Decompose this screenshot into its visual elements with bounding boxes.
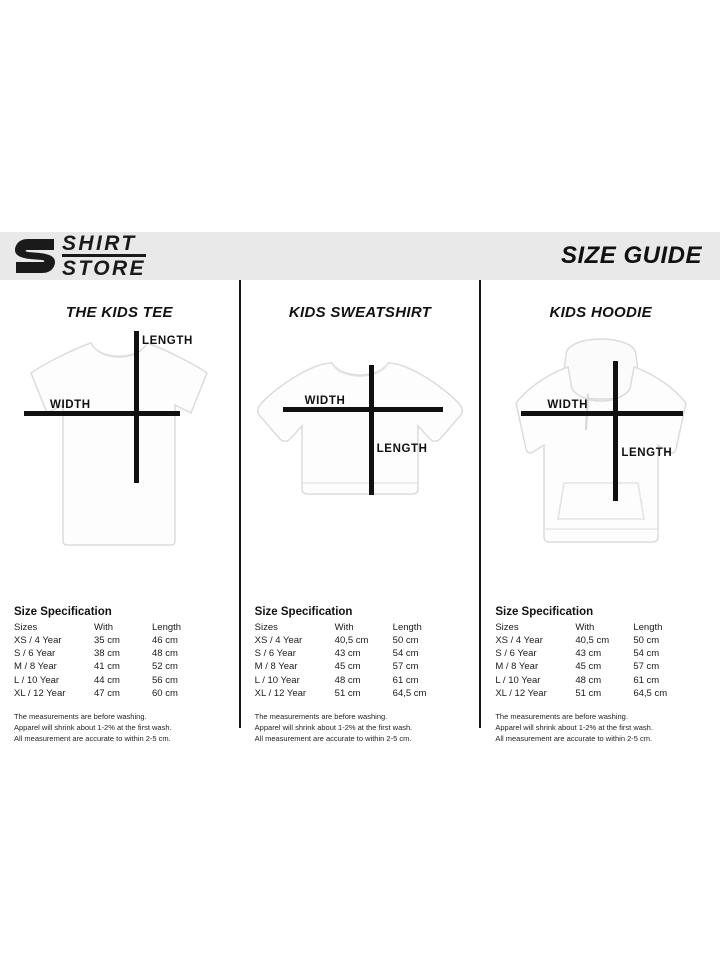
cell-width: 40,5 cm [575,635,610,647]
cell-width: 51 cm [575,687,602,699]
cell-length: 54 cm [392,648,419,660]
length-line-tee [134,331,139,483]
table-row [255,688,453,701]
table-row [495,648,693,661]
size-table-hoodie [495,622,693,701]
cell-size: XS / 4 Year [14,635,62,647]
note-line: Apparel will shrink about 1-2% at the first wash. [254,723,413,733]
note-line: Apparel will shrink about 1-2% at the first wash. [495,723,653,733]
cell-width: 45 cm [334,661,361,673]
column-kids-tee [0,280,239,744]
sweatshirt-icon [254,353,466,513]
width-line-sweatshirt [283,407,443,412]
size-table-tee [14,622,212,701]
cell-length: 56 cm [152,674,178,686]
cell-width: 45 cm [575,661,602,673]
table-header-row [255,622,453,635]
garment-illustration-sweatshirt [251,325,470,575]
length-label-sweatshirt: LENGTH [376,443,428,455]
note-line: All measurement are accurate to within 2-5 cm. [495,734,653,744]
cell-length: 48 cm [152,648,178,660]
cell-size: S / 6 Year [254,648,296,660]
table-row [255,675,453,688]
cell-length: 46 cm [152,635,178,647]
cell-size: L / 10 Year [254,674,300,686]
t-shirt-icon [19,329,219,559]
header-length: Length [392,622,422,633]
s-swoosh-logo-icon [14,237,56,275]
table-row [14,675,212,688]
cell-size: L / 10 Year [14,674,60,686]
page-title: SIZE GUIDE [560,242,702,269]
cell-width: 48 cm [334,674,361,686]
header-width: With [575,622,595,633]
column-title: KIDS HOODIE [549,304,652,321]
brand-logo [0,231,146,280]
cell-width: 47 cm [94,687,120,699]
length-line-hoodie [613,361,618,501]
table-row [255,648,453,661]
column-kids-sweatshirt [239,280,480,744]
column-title: KIDS SWEATSHIRT [288,304,432,321]
cell-size: XL / 12 Year [495,687,547,699]
note-line: The measurements are before washing. [254,711,388,721]
spec-block-sweatshirt [255,606,470,745]
garment-illustration-hoodie [491,325,710,575]
length-line-sweatshirt [369,365,374,495]
note-line: All measurement are accurate to within 2-5 cm. [14,734,171,744]
header-sizes: Sizes [495,622,519,633]
cell-length: 50 cm [392,635,419,647]
cell-width: 43 cm [575,648,602,660]
cell-length: 64,5 cm [392,687,427,699]
cell-length: 52 cm [152,661,178,673]
header-sizes: Sizes [14,622,38,633]
header-bar [0,232,720,280]
cell-width: 44 cm [94,674,120,686]
table-row [495,661,693,674]
spec-block-tee [14,606,229,745]
table-row [14,648,212,661]
garment-columns [0,280,720,744]
table-row [14,688,212,701]
length-label-hoodie: LENGTH [621,447,673,459]
width-line-tee [24,411,180,416]
column-title: THE KIDS TEE [65,304,173,321]
table-row [14,661,212,674]
cell-length: 61 cm [392,674,419,686]
table-row [14,635,212,648]
notes-block [255,711,470,745]
cell-size: M / 8 Year [495,661,539,673]
cell-size: XL / 12 Year [14,687,66,699]
cell-length: 64,5 cm [633,687,668,699]
notes-block [14,711,229,745]
width-label-hoodie: WIDTH [547,399,589,411]
note-line: All measurement are accurate to within 2-5 cm. [254,734,412,744]
cell-size: XS / 4 Year [254,635,303,647]
cell-size: M / 8 Year [254,661,298,673]
width-label-sweatshirt: WIDTH [304,395,346,407]
note-line: The measurements are before washing. [495,711,628,721]
cell-length: 61 cm [633,674,660,686]
cell-width: 51 cm [334,687,361,699]
table-header-row [495,622,693,635]
length-label-tee: LENGTH [142,335,193,347]
header-sizes: Sizes [254,622,278,633]
cell-width: 35 cm [94,635,120,647]
cell-width: 40,5 cm [334,635,369,647]
cell-width: 48 cm [575,674,602,686]
cell-size: L / 10 Year [495,674,541,686]
header-length: Length [633,622,663,633]
cell-length: 50 cm [633,635,660,647]
notes-block [495,711,710,745]
spec-block-hoodie [495,606,710,745]
brand-wordmark [62,231,146,280]
table-row [255,661,453,674]
note-line: The measurements are before washing. [14,711,147,721]
brand-line-2: STORE [62,257,146,280]
width-label-tee: WIDTH [50,399,91,411]
spec-heading: Size Specification [254,606,353,618]
cell-size: S / 6 Year [14,648,56,660]
spec-heading: Size Specification [14,606,112,618]
cell-size: M / 8 Year [14,661,57,673]
cell-length: 54 cm [633,648,660,660]
cell-size: XS / 4 Year [495,635,543,647]
header-width: With [334,622,354,633]
table-row [495,688,693,701]
garment-illustration-tee [10,325,229,575]
brand-line-1: SHIRT [62,234,146,257]
cell-length: 57 cm [392,661,419,673]
cell-width: 43 cm [334,648,361,660]
size-table-sweatshirt [255,622,453,701]
width-line-hoodie [521,411,683,416]
spec-heading: Size Specification [495,606,594,618]
size-guide-sheet [0,231,720,744]
cell-size: XL / 12 Year [254,687,307,699]
cell-length: 57 cm [633,661,660,673]
cell-length: 60 cm [152,687,178,699]
header-width: With [94,622,113,633]
header-length: Length [152,622,182,633]
cell-width: 41 cm [94,661,120,673]
note-line: Apparel will shrink about 1-2% at the first wash. [14,723,172,733]
cell-width: 38 cm [94,648,120,660]
cell-size: S / 6 Year [495,648,537,660]
table-row [495,635,693,648]
table-row [255,635,453,648]
table-row [495,675,693,688]
table-header-row [14,622,212,635]
column-kids-hoodie [479,280,720,744]
